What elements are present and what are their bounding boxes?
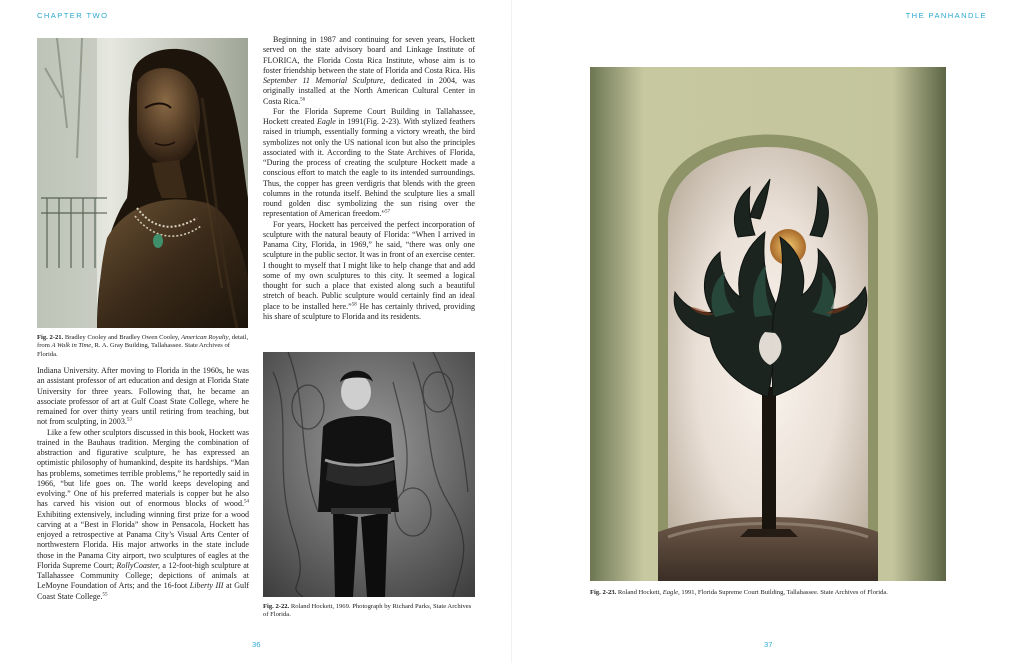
fig-2-21-text: , R. A. Gray Building, Tallahassee. State Archives of Florida. [37,342,230,358]
running-head-left: CHAPTER TWO [37,11,109,20]
artwork-title: Liberty III [189,581,224,591]
fig-2-23-caption [590,589,946,597]
page-number-right: 37 [764,640,773,649]
statue-photo [37,38,248,328]
fig-2-23-text: Roland Hockett, [616,589,663,596]
artwork-title: Eagle [317,117,336,126]
fig-2-22-caption [263,603,475,620]
body-paragraph: Indiana University. After moving to Florida in the 1960s, he was an assistant professor of art education and design at Florida State University for three years. Following that, he became an associate professor of art at Gulf Coast State College, where he remained for over thirty years until retiring from teaching, but not from sculpting, in 2003.53 [37,366,249,427]
footnote-ref: 54 [244,499,249,505]
footnote-ref: 58 [351,301,357,307]
page-number-left: 36 [252,640,261,649]
footnote-ref: 57 [385,209,390,215]
fig-2-21-text: , detail, from [37,334,249,350]
body-paragraph: For the Florida Supreme Court Building in Tallahassee, Hockett created Eagle in 1991(Fig. 2-23). With stylized feathers raised in triumph, essentially forming a victory wreath, the bird symbolizes not only the US national icon but also the principles associated with it. According to the State Archives of Florida, “During the process of creating the sculpture Hockett made a conscious effort to match the eagle to its intended surroundings. Thus, the copper has green verdigris that blends with the green columns in the rotunda itself. Behind the sculpture lies a small round golden disc symbolizing the sun rising over the representation of American freedom.”$^{57}$ [263,106,475,219]
fig-2-22-text: Roland Hockett, 1969. Photograph by Richard Parks, State Archives of Florida. [263,603,472,619]
fig-2-21-caption [37,334,249,359]
footnote-ref: 56 [300,96,306,102]
fig-2-21-number: Fig. 2-21. [37,334,64,341]
running-head-right: THE PANHANDLE [905,11,987,20]
portrait-photo [263,352,475,597]
body-column-left [37,366,249,602]
footnote-ref: 53 [126,417,132,423]
page-gutter [511,0,512,663]
eagle-sculpture-photo [590,67,946,581]
body-paragraph: For years, Hockett has perceived the perfect incorporation of sculpture with the natural beauty of Florida: “When I arrived in Panama City, Florida, in 1969,” he said, “there was only one sculpture in the public sector. It was in front of an exercise center. I thought to myself that I might like to help change that and add some of my own sculptures to this city. It seemed a logical thought for such a place that existed along such a beautiful stretch of beach. Public sculpture would certainly find an ideal place to be installed here.”$^{58}$ He has certainly thrived, providing his share of sculpture to Florida and its residents. [263,219,475,321]
body-column-right [263,35,475,322]
fig-2-23-text: , 1991, Florida Supreme Court Building, Tallahassee. State Archives of Florida. [678,589,888,596]
fig-2-21-title: American Royalty [181,334,229,341]
footnote-ref: 55 [102,591,108,597]
fig-2-23-title: Eagle [662,589,679,596]
body-paragraph: Like a few other sculptors discussed in this book, Hockett was trained in the Bauhaus tradition. Merging the combination of abstraction and figurative sculpture, he has expressed an optimistic philosophy of humankind, despite its hardships. “Man has problems, sometimes terrible problems,” he reportedly said in 1966, “but life goes on. The world keeps developing and evolving.” One of his preferred materials is copper but he also has carved his vision out of enormous blocks of wood.$^{54}$ Exhibiting extensively, including winning first prize for a wood carving at a “Best in Florida” show in Pensacola, Hockett has enjoyed a retrospective at Panama City’s Visual Arts Center of northwestern Florida. His major artworks in the state include those in the Panama City airport, two sculptures of eagles at the Florida Supreme Court; RollyCoaster, a 12-foot-high sculpture at Tallahassee Community College; depictions of animals at LeMoyne Foundation of Arts; and the 16-foot Liberty III at Gulf Coast State College.$^{55}$ [37,427,249,601]
fig-2-21-text: Bradley Cooley and Bradley Owen Cooley, [63,334,182,341]
fig-2-22-number: Fig. 2-22. [263,603,290,610]
fig-2-23-number: Fig. 2-23. [590,589,617,596]
artwork-title: RollyCoaster, [116,560,161,570]
body-paragraph: Beginning in 1987 and continuing for seven years, Hockett served on the state advisory board and Linkage Institute of FLORICA, the Florida Costa Rica Institute, whose aim is to foster friendship between the state of Florida and Costa Rica. His September 11 Memorial Sculpture, dedicated in 2004, was originally installed at the North American Cultural Center in Costa Rica.$^{56}$ [263,35,475,106]
fig-2-21-title: A Walk in Time [51,342,92,350]
artwork-title: September 11 Memorial Sculpture [263,76,384,85]
